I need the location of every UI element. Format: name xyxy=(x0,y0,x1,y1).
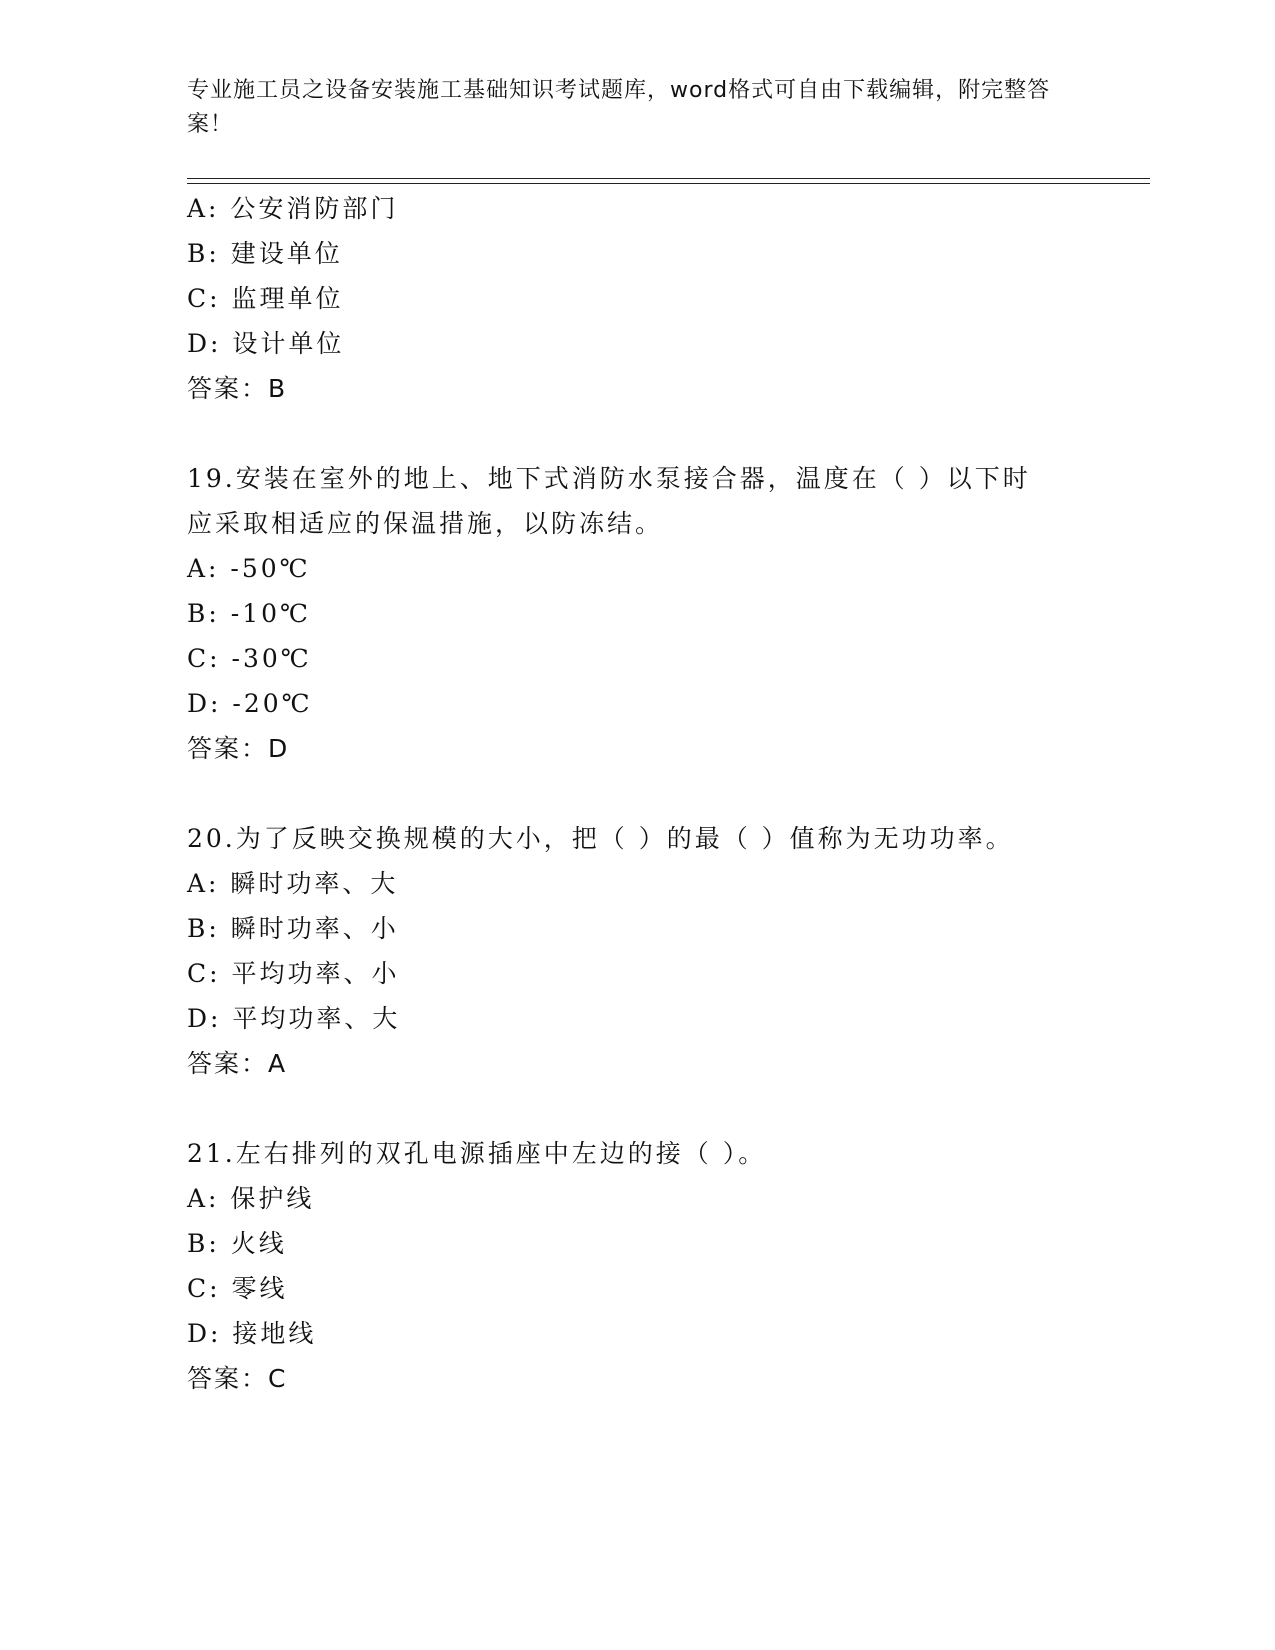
question-19-option-a: A: -50℃ xyxy=(187,554,311,583)
question-21-stem: 21.左右排列的双孔电源插座中左边的接（ ）。 xyxy=(187,1139,767,1168)
question-21-option-b: B: 火线 xyxy=(187,1229,287,1258)
question-21-option-a: A: 保护线 xyxy=(187,1184,315,1213)
question-19-option-b: B: -10℃ xyxy=(187,599,311,628)
option-b: B: 建设单位 xyxy=(187,239,343,268)
question-20-option-b: B: 瞬时功率、小 xyxy=(187,914,399,943)
question-19-stem-line1: 19.安装在室外的地上、地下式消防水泵接合器，温度在（ ）以下时 xyxy=(187,464,1031,493)
question-20-answer: 答案：A xyxy=(187,1049,288,1078)
header-divider-top xyxy=(187,178,1150,179)
option-d: D: 设计单位 xyxy=(187,329,345,358)
question-19-option-c: C: -30℃ xyxy=(187,644,312,673)
answer-line: 答案：B xyxy=(187,374,288,403)
question-20-option-a: A: 瞬时功率、大 xyxy=(187,869,399,898)
question-21-option-d: D: 接地线 xyxy=(187,1319,317,1348)
question-21-answer: 答案：C xyxy=(187,1364,288,1393)
question-20-option-d: D: 平均功率、大 xyxy=(187,1004,401,1033)
document-header: 专业施工员之设备安装施工基础知识考试题库，word格式可自由下载编辑，附完整答案！ xyxy=(187,78,1051,137)
header-divider-bottom xyxy=(187,183,1150,184)
question-21-option-c: C: 零线 xyxy=(187,1274,288,1303)
question-19-option-d: D: -20℃ xyxy=(187,689,313,718)
option-c: C: 监理单位 xyxy=(187,284,344,313)
option-a: A: 公安消防部门 xyxy=(187,194,399,223)
question-20-stem: 20.为了反映交换规模的大小，把（ ）的最（ ）值称为无功功率。 xyxy=(187,824,1014,853)
question-20-option-c: C: 平均功率、小 xyxy=(187,959,400,988)
question-19-answer: 答案：D xyxy=(187,734,290,763)
question-19-stem-line2: 应采取相适应的保温措施，以防冻结。 xyxy=(187,509,664,538)
